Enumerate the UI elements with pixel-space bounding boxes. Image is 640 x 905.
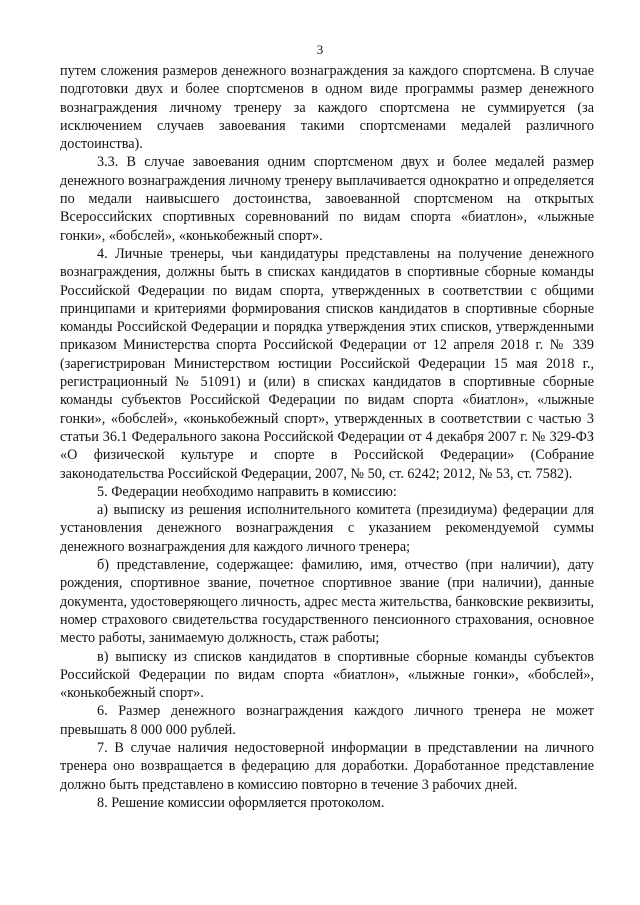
paragraph-5: 5. Федерации необходимо направить в комиссию: <box>97 483 397 500</box>
paragraph-7: 7. В случае наличия недостоверной информации в представлении на личного тренера оно возвращается в федерацию для доработки. Доработанное представление должно быть представлено в комиссию повторно в течение 3 рабочих дней. <box>60 739 594 793</box>
paragraph-8: 8. Решение комиссии оформляется протоколом. <box>97 794 385 811</box>
paragraph-3-3: 3.3. В случае завоевания одним спортсменом двух и более медалей размер денежного вознаграждения личному тренеру выплачивается однократно и определяется по медали наивысшего достоинства, завоеванной спортсменом на открытых Всероссийских спортивных соревнований по видам спорта «биатлон», «лыжные гонки», «бобслей», «конькобежный спорт». <box>60 154 594 244</box>
paragraph-5-v: в) выписку из списков кандидатов в спортивные сборные команды субъектов Российской Федерации по видам спорта «биатлон», «лыжные гонки», «бобслей», «конькобежный спорт». <box>60 648 594 702</box>
paragraph-5-a: а) выписку из решения исполнительного комитета (президиума) федерации для установления денежного вознаграждения с указанием рекомендуемой суммы денежного вознаграждения для каждого личного тренера; <box>60 502 594 555</box>
paragraph-continuation: путем сложения размеров денежного вознаграждения за каждого спортсмена. В случае подготовки двух и более спортсменов в одном виде программы размер денежного вознаграждения личному тренеру за каждого спортсмена не суммируется (за исключением случаев завоевания такими спортсменами медалей различного достоинства). <box>60 63 594 153</box>
paragraph-4: 4. Личные тренеры, чьи кандидатуры представлены на получение денежного вознаграждения, должны быть в списках кандидатов в спортивные сборные команды Российской Федерации по видам спорта, утвержденных в соответствии с общими принципами и критериями формирования списков кандидатов в спортивные сборные команды Российской Федерации и порядка утверждения этих списков, утвержденными приказом Министерства спорта Российской Федерации от 12 апреля 2018 г. № 339 (зарегистрирован Министерством юстиции Российской Федерации 15 мая 2018 г., регистрационный № 51091) и (или) в списках кандидатов в спортивные сборные команды субъектов Российской Федерации по видам спорта «биатлон», «лыжные гонки», «бобслей», «конькобежный спорт», утвержденных в соответствии с частью 3 статьи 36.1 Федерального закона Российской Федерации от 4 декабря 2007 г. № 329-ФЗ «О физической культуре и спорте в Российской Федерации» (Собрание законодательства Российской Федерации, 2007, № 50, ст. 6242; 2012, № 53, ст. 7582). <box>60 245 594 482</box>
paragraph-5-b: б) представление, содержащее: фамилию, имя, отчество (при наличии), дату рождения, спортивное звание, почетное спортивное звание (при наличии), данные документа, удостоверяющего личность, адрес места жительства, банковские реквизиты, номер страхового свидетельства государственного пенсионного страхования, основное место работы, занимаемую должность, стаж работы; <box>60 557 594 647</box>
paragraph-6: 6. Размер денежного вознаграждения каждого личного тренера не может превышать 8 000 000 рублей. <box>60 703 594 738</box>
document-body <box>60 62 594 812</box>
page-number: 3 <box>316 42 324 57</box>
